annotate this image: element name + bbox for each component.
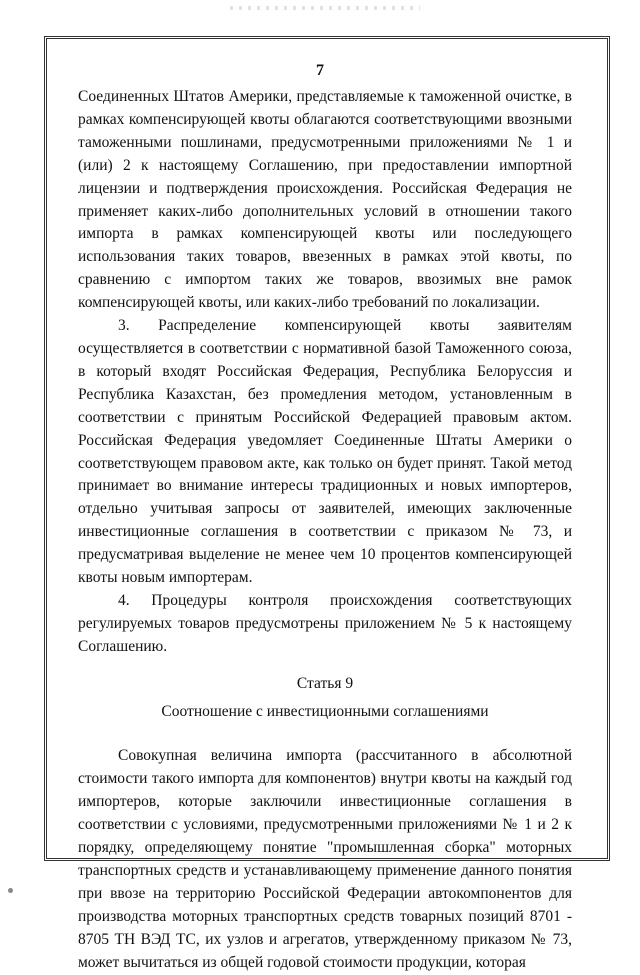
article-heading: Статья 9 xyxy=(296,674,354,692)
scan-mark xyxy=(8,888,13,893)
page-number: 7 xyxy=(316,62,324,79)
article-body: Совокупная величина импорта (рассчитанного в абсолютной стоимости такого импорта для компонентов) внутри квоты на каждый год импортеров, которые заключили инвестиционные соглашения в соответствии с условиями, предусмотренными приложениями № 1 и 2 к порядку, определяющему понятие "промышленная сборка" моторных транспортных средств и устанавливающему применение данного понятия при ввозе на территорию Российской Федерации автокомпонентов для производства моторных транспортных средств товарных позиций 8701 - 8705 ТН ВЭД ТС, их узлов и агрегатов, утвержденному приказом № 73, может вычитаться из общей годовой стоимости продукции, которая xyxy=(78,747,572,971)
paragraph-4: 4. Процедуры контроля происхождения соответствующих регулируемых товаров предусмотрены приложением № 5 к настоящему Соглашению. xyxy=(78,591,572,655)
scan-artifact xyxy=(230,6,420,10)
paragraph-continuation: Соединенных Штатов Америки, представляемые к таможенной очистке, в рамках компенсирующей квоты облагаются соответствующими ввозными таможенными пошлинами, предусмотренными приложениями № 1 и (или) 2 к настоящему Соглашению, при предоставлении импортной лицензии и подтверждения происхождения. Российская Федерация не применяет каких-либо дополнительных условий в отношении такого импорта в рамках компенсирующей квоты или последующего использования таких товаров, ввезенных в рамках этой квоты, по сравнению с импортом таких же товаров, ввозимых вне рамок компенсирующей квоты, или каких-либо требований по локализации. xyxy=(78,88,572,312)
article-title: Соотношение с инвестиционными соглашениями xyxy=(161,702,489,720)
document-body xyxy=(78,86,572,975)
paragraph-3: 3. Распределение компенсирующей квоты заявителям осуществляется в соответствии с нормативной базой Таможенного союза, в который входят Российская Федерация, Республика Белоруссия и Республика Казахстан, без промедления методом, установленным в соответствии с принятым Российской Федерацией правовым актом. Российская Федерация уведомляет Соединенные Штаты Америки о соответствующем правовом акте, как только он будет принят. Такой метод принимает во внимание интересы традиционных и новых импортеров, отдельно учитывая запросы от заявителей, имеющих заключенные инвестиционные соглашения в соответствии с приказом № 73, и предусматривая выделение не менее чем 10 процентов компенсирующей квоты новым импортерам. xyxy=(78,317,572,587)
